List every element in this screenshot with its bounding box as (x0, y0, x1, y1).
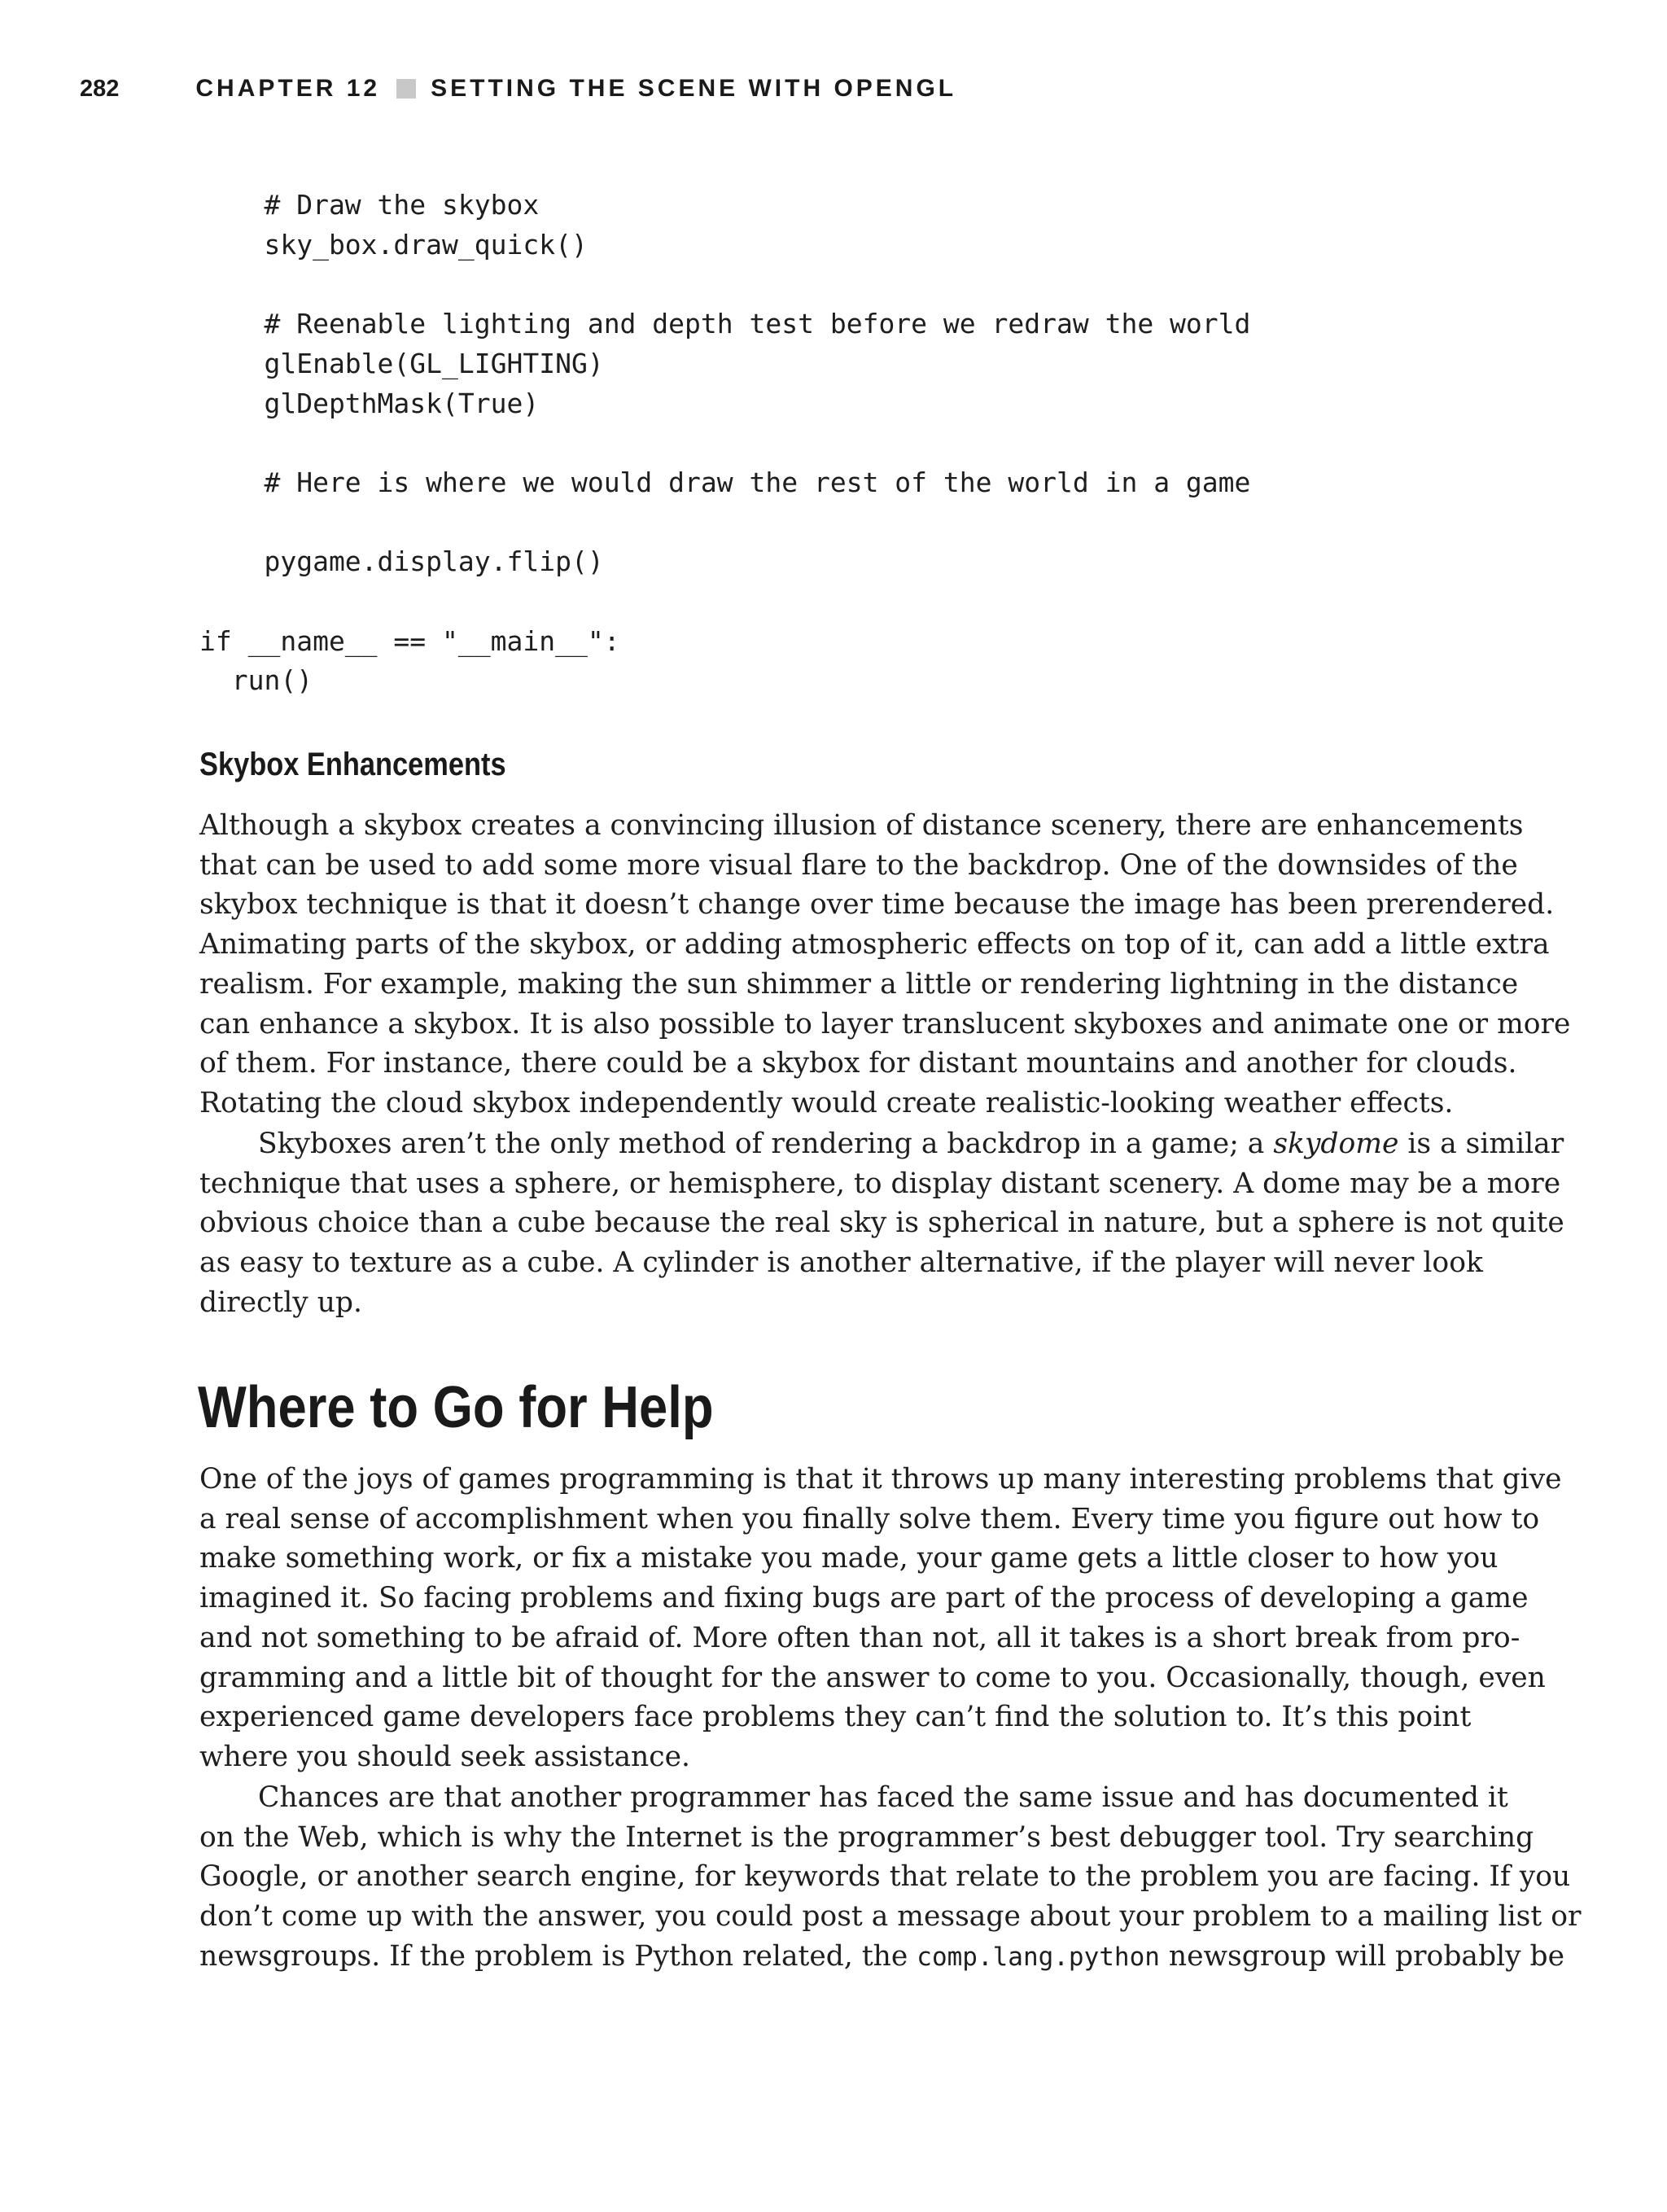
inline-code-newsgroup: comp.lang.python (917, 1942, 1160, 1972)
text-line: obvious choice than a cube because the real sky is spherical in nature, but a sphere is not quite (199, 1207, 1564, 1240)
text-line: experienced game developers face problems they can’t find the solution to. It’s this point (199, 1701, 1472, 1734)
running-header (80, 75, 956, 103)
text-line: as easy to texture as a cube. A cylinder is another alternative, if the player will never look (199, 1246, 1483, 1280)
paragraph-skydome (199, 1124, 1564, 1323)
text-line: technique that uses a sphere, or hemisphere, to display distant scenery. A dome may be a more (199, 1167, 1561, 1200)
text-run: is a similar (1398, 1128, 1564, 1160)
section-heading-where-to-go-for-help: Where to Go for Help (198, 1375, 714, 1440)
code-line: if __name__ == "__main__": (199, 624, 620, 657)
code-listing (199, 186, 1250, 701)
paragraph-internet-debugger (199, 1778, 1582, 1978)
text-line: Chances are that another programmer has faced the same issue and has documented it (258, 1781, 1508, 1814)
header-separator-square (396, 79, 416, 99)
italic-term-skydome: skydome (1273, 1128, 1399, 1160)
text-line: that can be used to add some more visual flare to the backdrop. One of the downsides of the (199, 848, 1518, 882)
code-line: glEnable(GL_LIGHTING) (199, 347, 604, 379)
text-line: a real sense of accomplishment when you finally solve them. Every time you figure out how to (199, 1502, 1540, 1535)
code-line: # Here is where we would draw the rest of the world in a game (199, 466, 1251, 498)
section-heading-skybox-enhancements: Skybox Enhancements (199, 747, 506, 782)
text-line: Animating parts of the skybox, or adding atmospheric effects on top of it, can add a little extra (199, 928, 1550, 961)
code-line: run() (199, 664, 313, 697)
text-line: on the Web, which is why the Internet is the programmer’s best debugger tool. Try searching (199, 1820, 1534, 1854)
text-line: don’t come up with the answer, you could post a message about your problem to a mailing list or (199, 1900, 1582, 1934)
code-line: pygame.display.flip() (199, 545, 604, 578)
text-line: can enhance a skybox. It is also possible to layer translucent skyboxes and animate one or more (199, 1007, 1571, 1040)
paragraph-joys-of-programming (199, 1460, 1562, 1777)
chapter-title: SETTING THE SCENE WITH OPENGL (431, 75, 957, 102)
text-line: Although a skybox creates a convincing illusion of distance scenery, there are enhancements (199, 809, 1524, 842)
chapter-label: CHAPTER 12 (195, 75, 381, 102)
text-line: skybox technique is that it doesn’t change over time because the image has been prerendered. (199, 888, 1555, 922)
text-run: newsgroups. If the problem is Python related, the (199, 1939, 917, 1973)
text-line: directly up. (199, 1286, 362, 1319)
text-line: make something work, or fix a mistake you made, your game gets a little closer to how you (199, 1542, 1499, 1575)
code-line: # Reenable lighting and depth test before we redraw the world (199, 308, 1251, 340)
text-run: Skyboxes aren’t the only method of rendering a backdrop in a game; a (258, 1128, 1274, 1160)
text-line: realism. For example, making the sun shimmer a little or rendering lightning in the distance (199, 967, 1519, 1001)
code-line: # Draw the skybox (199, 189, 540, 221)
code-line: glDepthMask(True) (199, 387, 540, 419)
text-run: newsgroup will probably be (1159, 1939, 1565, 1973)
text-line: and not something to be afraid of. More often than not, all it takes is a short break from pro- (199, 1621, 1520, 1654)
text-line: Google, or another search engine, for keywords that relate to the problem you are facing. If you (199, 1860, 1571, 1894)
text-line: Rotating the cloud skybox independently would create realistic-looking weather effects. (199, 1086, 1454, 1119)
text-line: of them. For instance, there could be a skybox for distant mountains and another for clouds. (199, 1047, 1517, 1080)
text-line (199, 1124, 1564, 1164)
text-line: imagined it. So facing problems and fixing bugs are part of the process of developing a game (199, 1582, 1529, 1615)
page-number: 282 (80, 75, 120, 102)
code-line: sky_box.draw_quick() (199, 228, 588, 261)
text-line: One of the joys of games programming is that it throws up many interesting problems that give (199, 1463, 1562, 1496)
text-line: gramming and a little bit of thought for the answer to come to you. Occasionally, though, even (199, 1661, 1546, 1694)
text-line: where you should seek assistance. (199, 1740, 690, 1773)
text-line (199, 1937, 1565, 1978)
paragraph-skybox-enhancements (199, 806, 1571, 1124)
